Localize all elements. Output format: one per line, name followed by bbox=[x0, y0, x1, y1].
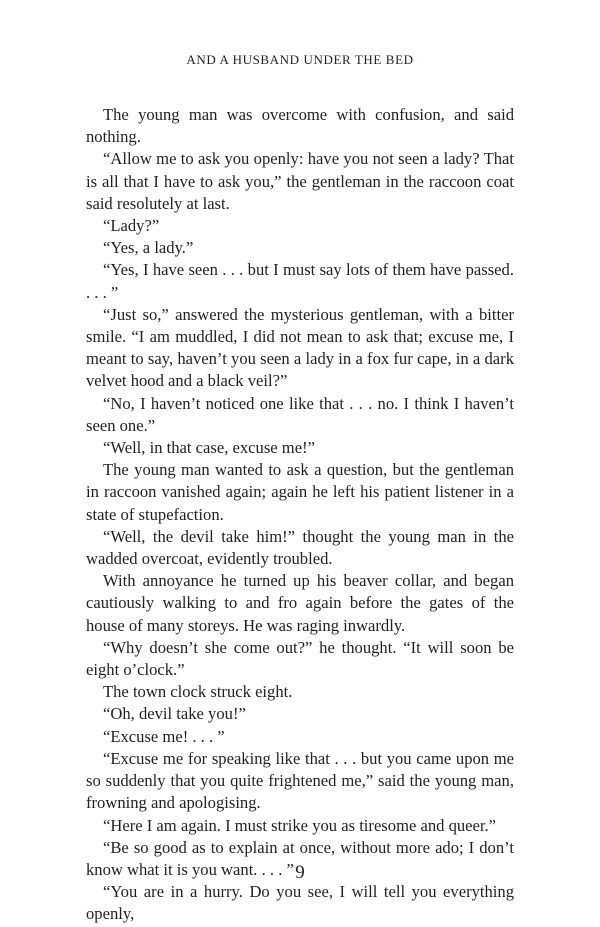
paragraph: “Well, the devil take him!” thought the young man in the wadded overcoat, evidently troubled. bbox=[86, 526, 514, 569]
paragraph: “Oh, devil take you!” bbox=[103, 704, 246, 724]
paragraph: “Lady?” bbox=[103, 216, 160, 236]
running-header: AND A HUSBAND UNDER THE BED bbox=[186, 52, 414, 67]
paragraph: “Excuse me! . . . ” bbox=[103, 726, 225, 746]
paragraph: “Just so,” answered the mysterious gentleman, with a bitter smile. “I am muddled, I did not mean to ask that; excuse me, I meant to say, haven’t you seen a lady in a fox fur cape, in a dark velvet hood and a black veil?” bbox=[86, 304, 514, 391]
page-number: 9 bbox=[295, 862, 305, 883]
paragraph: “Well, in that case, excuse me!” bbox=[103, 438, 315, 458]
paragraph: “No, I haven’t noticed one like that . . . no. I think I haven’t seen one.” bbox=[86, 393, 514, 435]
paragraph: The young man was overcome with confusion, and said nothing. bbox=[86, 105, 514, 147]
paragraph: “Be so good as to explain at once, without more ado; I don’t know what it is you want. . . . ” bbox=[86, 837, 514, 879]
paragraph: “Here I am again. I must strike you as tiresome and queer.” bbox=[103, 815, 497, 835]
paragraph: “Yes, a lady.” bbox=[103, 238, 194, 258]
paragraph: The town clock struck eight. bbox=[103, 682, 293, 702]
paragraph: With annoyance he turned up his beaver collar, and began cautiously walking to and fro again before the gates of the house of many storeys. He was raging inwardly. bbox=[86, 571, 514, 635]
paragraph: The young man wanted to ask a question, but the gentleman in raccoon vanished again; again he left his patient listener in a state of stupefaction. bbox=[86, 460, 514, 524]
paragraph: “Allow me to ask you openly: have you not seen a lady? That is all that I have to ask you,” the gentleman in the raccoon coat said resolutely at last. bbox=[86, 149, 514, 213]
paragraph: “Yes, I have seen . . . but I must say lots of them have passed. . . . ” bbox=[86, 260, 514, 302]
paragraph: “Excuse me for speaking like that . . . but you came upon me so suddenly that you quite frightened me,” said the young man, frowning and apologising. bbox=[86, 748, 514, 813]
paragraph: “Why doesn’t she come out?” he thought. “It will soon be eight o’clock.” bbox=[86, 637, 514, 680]
paragraph: “You are in a hurry. Do you see, I will tell you everything openly, bbox=[86, 882, 514, 924]
body-text bbox=[86, 104, 514, 926]
